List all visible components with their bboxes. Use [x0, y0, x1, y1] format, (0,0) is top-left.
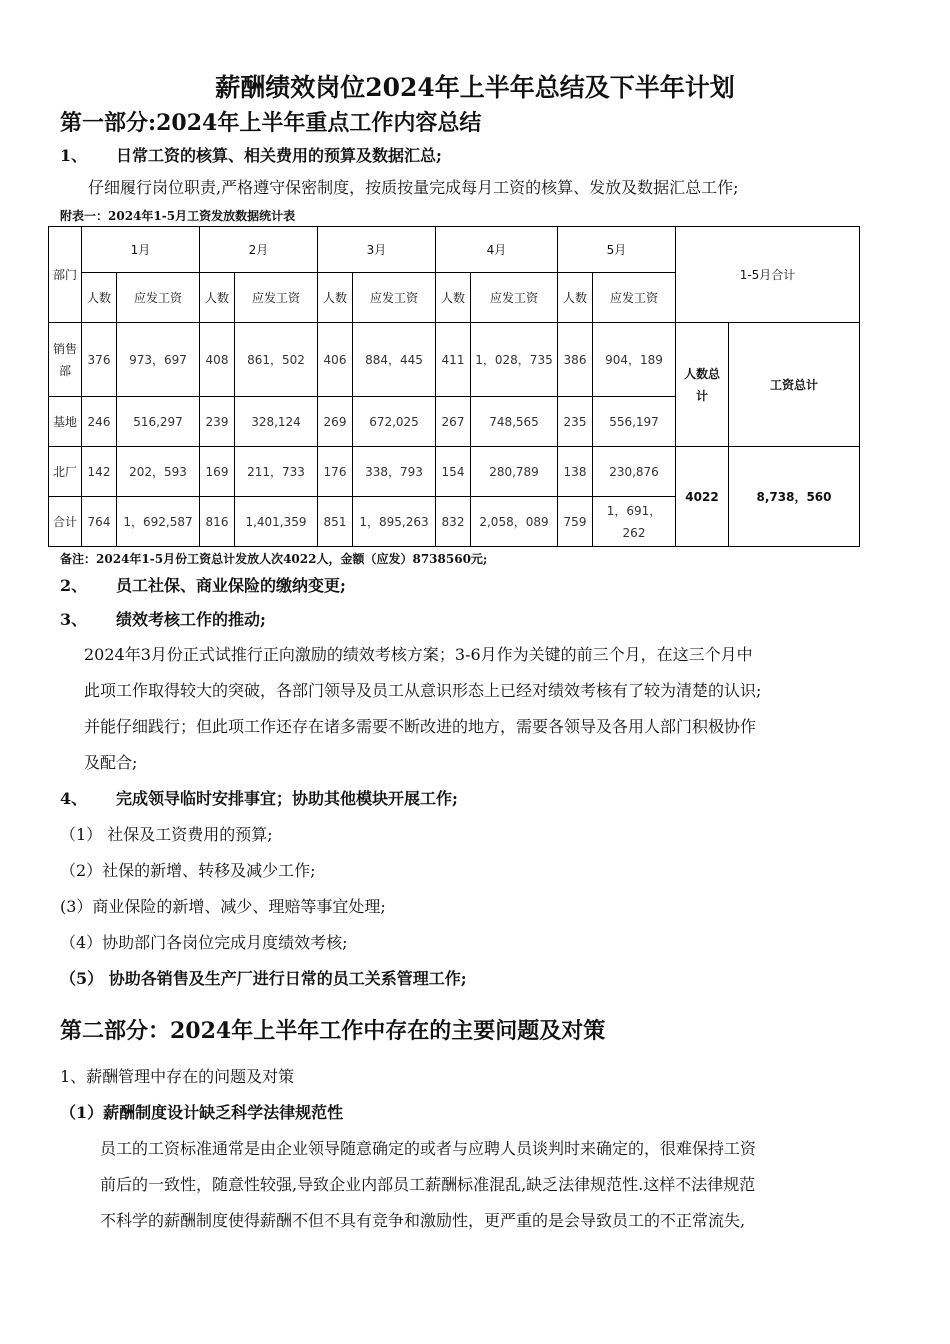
data-cell: 406 [318, 323, 353, 397]
data-cell: 239 [200, 397, 235, 447]
dept-cell: 基地 [49, 397, 82, 447]
month-header: 3月 [318, 227, 436, 273]
data-cell: 556,197 [593, 397, 676, 447]
part2-subheading: 1、薪酬管理中存在的问题及对策 [60, 1067, 295, 1086]
data-cell: 861，502 [235, 323, 318, 397]
item2-text: 员工社保、商业保险的缴纳变更; [116, 576, 346, 595]
item2-heading [60, 569, 890, 603]
item3-line: 并能仔细践行；但此项工作还存在诸多需要不断改进的地方，需要各领导及各用人部门积极协作 [84, 717, 757, 736]
spacer [60, 1049, 890, 1059]
part2-line: 前后的一致性，随意性较强,导致企业内部员工薪酬标准混乱,缺乏法律规范性.这样不法律规范 [100, 1175, 756, 1194]
data-cell: 280,789 [471, 447, 558, 497]
data-cell: 386 [558, 323, 593, 397]
item4-list-item: （1） 社保及工资费用的预算; [60, 825, 273, 844]
item1-number: 1、 [60, 146, 88, 165]
data-cell: 904，189 [593, 323, 676, 397]
item4-text: 完成领导临时安排事宜；协助其他模块开展工作; [116, 789, 458, 808]
data-cell: 884，445 [353, 323, 436, 397]
people-subheader: 人数 [558, 273, 593, 323]
data-cell: 516,297 [117, 397, 200, 447]
table-row [49, 323, 860, 397]
data-cell: 376 [82, 323, 117, 397]
data-cell: 267 [436, 397, 471, 447]
data-cell: 672,025 [353, 397, 436, 447]
item3-line: 及配合; [84, 753, 138, 772]
data-cell: 832 [436, 497, 471, 547]
data-cell: 169 [200, 447, 235, 497]
item3-line: 此项工作取得较大的突破，各部门领导及员工从意识形态上已经对绩效考核有了较为清楚的认识; [84, 681, 762, 700]
dept-header: 部门 [49, 227, 82, 323]
item4-list-item: （4）协助部门各岗位完成月度绩效考核; [60, 933, 348, 952]
item1-paragraph: 仔细履行岗位职责,严格遵守保密制度，按质按量完成每月工资的核算、发放及数据汇总工作; [88, 178, 739, 197]
data-cell: 269 [318, 397, 353, 447]
data-cell: 138 [558, 447, 593, 497]
data-cell: 816 [200, 497, 235, 547]
item4-heading [60, 781, 890, 817]
salary-subheader: 应发工资 [471, 273, 558, 323]
item4-number: 4、 [60, 789, 88, 808]
data-cell: 235 [558, 397, 593, 447]
month-header: 5月 [558, 227, 676, 273]
spacer [60, 997, 890, 1013]
month-header: 1月 [82, 227, 200, 273]
data-cell: 246 [82, 397, 117, 447]
data-cell: 176 [318, 447, 353, 497]
data-cell: 408 [200, 323, 235, 397]
data-cell: 411 [436, 323, 471, 397]
table-caption: 附表一：2024年1-5月工资发放数据统计表 [60, 209, 296, 223]
data-cell: 211，733 [235, 447, 318, 497]
item3-number: 3、 [60, 610, 88, 629]
data-cell: 2,058，089 [471, 497, 558, 547]
salary-subheader: 应发工资 [353, 273, 436, 323]
table-row [49, 447, 860, 497]
item2-number: 2、 [60, 576, 88, 595]
people-subheader: 人数 [318, 273, 353, 323]
salary-subheader: 应发工资 [593, 273, 676, 323]
data-cell: 1，895,263 [353, 497, 436, 547]
data-cell: 1,401,359 [235, 497, 318, 547]
item1-heading [60, 140, 890, 172]
people-subheader: 人数 [436, 273, 471, 323]
salary-subheader: 应发工资 [235, 273, 318, 323]
table-note: 备注：2024年1-5月份工资总计发放人次4022人，金额（应发）8738560元; [60, 552, 488, 566]
total-salary-value: 8,738，560 [729, 447, 860, 547]
data-cell: 142 [82, 447, 117, 497]
part2-line: 员工的工资标准通常是由企业领导随意确定的或者与应聘人员谈判时来确定的，很难保持工资 [100, 1139, 757, 1158]
data-cell: 764 [82, 497, 117, 547]
salary-subheader: 应发工资 [117, 273, 200, 323]
data-cell: 328,124 [235, 397, 318, 447]
part1-heading: 第一部分:2024年上半年重点工作内容总结 [60, 110, 482, 136]
salary-table [48, 226, 860, 547]
month-header: 4月 [436, 227, 558, 273]
part2-sub-subheading: （1）薪酬制度设计缺乏科学法律规范性 [60, 1103, 344, 1122]
data-cell: 154 [436, 447, 471, 497]
document-title: 薪酬绩效岗位2024年上半年总结及下半年计划 [215, 73, 735, 102]
dept-cell: 合计 [49, 497, 82, 547]
total-salary-label: 工资总计 [729, 323, 860, 447]
people-subheader: 人数 [200, 273, 235, 323]
item3-line: 2024年3月份正式试推行正向激励的绩效考核方案；3-6月作为关键的前三个月，在这三个月中 [84, 645, 753, 664]
data-cell: 1，028，735 [471, 323, 558, 397]
data-cell: 1，692,587 [117, 497, 200, 547]
item3-heading [60, 603, 890, 637]
data-cell: 759 [558, 497, 593, 547]
data-cell: 230,876 [593, 447, 676, 497]
people-subheader: 人数 [82, 273, 117, 323]
total-header: 1-5月合计 [676, 227, 860, 323]
item1-text: 日常工资的核算、相关费用的预算及数据汇总; [116, 146, 442, 165]
item4-list-item: （5） 协助各销售及生产厂进行日常的员工关系管理工作; [60, 969, 467, 988]
data-cell: 202，593 [117, 447, 200, 497]
data-cell: 1，691，262 [593, 497, 676, 547]
item3-text: 绩效考核工作的推动; [116, 610, 266, 629]
item4-list-item: （2）社保的新增、转移及减少工作; [60, 861, 316, 880]
part2-heading: 第二部分：2024年上半年工作中存在的主要问题及对策 [60, 1018, 606, 1044]
part2-line: 不科学的薪酬制度使得薪酬不但不具有竞争和激励性，更严重的是会导致员工的不正常流失, [100, 1211, 746, 1230]
dept-cell: 北厂 [49, 447, 82, 497]
data-cell: 851 [318, 497, 353, 547]
data-cell: 973，697 [117, 323, 200, 397]
data-cell: 338，793 [353, 447, 436, 497]
month-header: 2月 [200, 227, 318, 273]
total-people-label: 人数总计 [676, 323, 729, 447]
total-people-value: 4022 [676, 447, 729, 547]
item4-list-item: (3）商业保险的新增、减少、理赔等事宜处理; [60, 897, 386, 916]
data-cell: 748,565 [471, 397, 558, 447]
dept-cell: 销售部 [49, 323, 82, 397]
